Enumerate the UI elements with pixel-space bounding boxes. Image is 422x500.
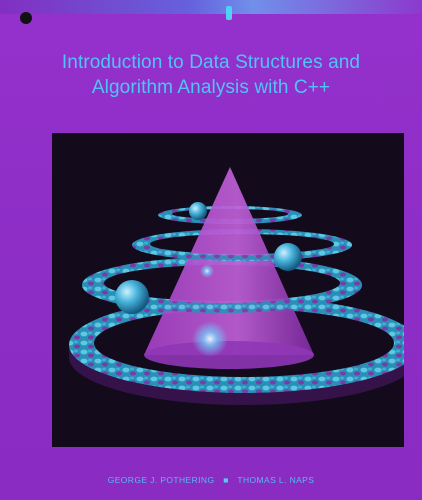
sphere-2 xyxy=(274,243,302,271)
artwork-illustration xyxy=(52,133,404,447)
sphere-1 xyxy=(189,202,207,220)
cover-artwork xyxy=(52,133,404,447)
author-2: THOMAS L. NAPS xyxy=(237,475,315,485)
cone-glow xyxy=(192,321,228,357)
top-color-strip xyxy=(0,0,422,14)
book-title xyxy=(0,50,422,100)
title-line-2: Algorithm Analysis with C++ xyxy=(91,77,331,98)
author-1: GEORGE J. POTHERING xyxy=(107,475,215,485)
punch-hole-icon xyxy=(20,12,32,24)
sphere-3 xyxy=(115,280,149,314)
title-line-1: Introduction to Data Structures and xyxy=(61,52,361,73)
author-line xyxy=(0,475,422,485)
spine-mark-icon xyxy=(226,6,232,20)
author-separator: ■ xyxy=(223,475,229,485)
